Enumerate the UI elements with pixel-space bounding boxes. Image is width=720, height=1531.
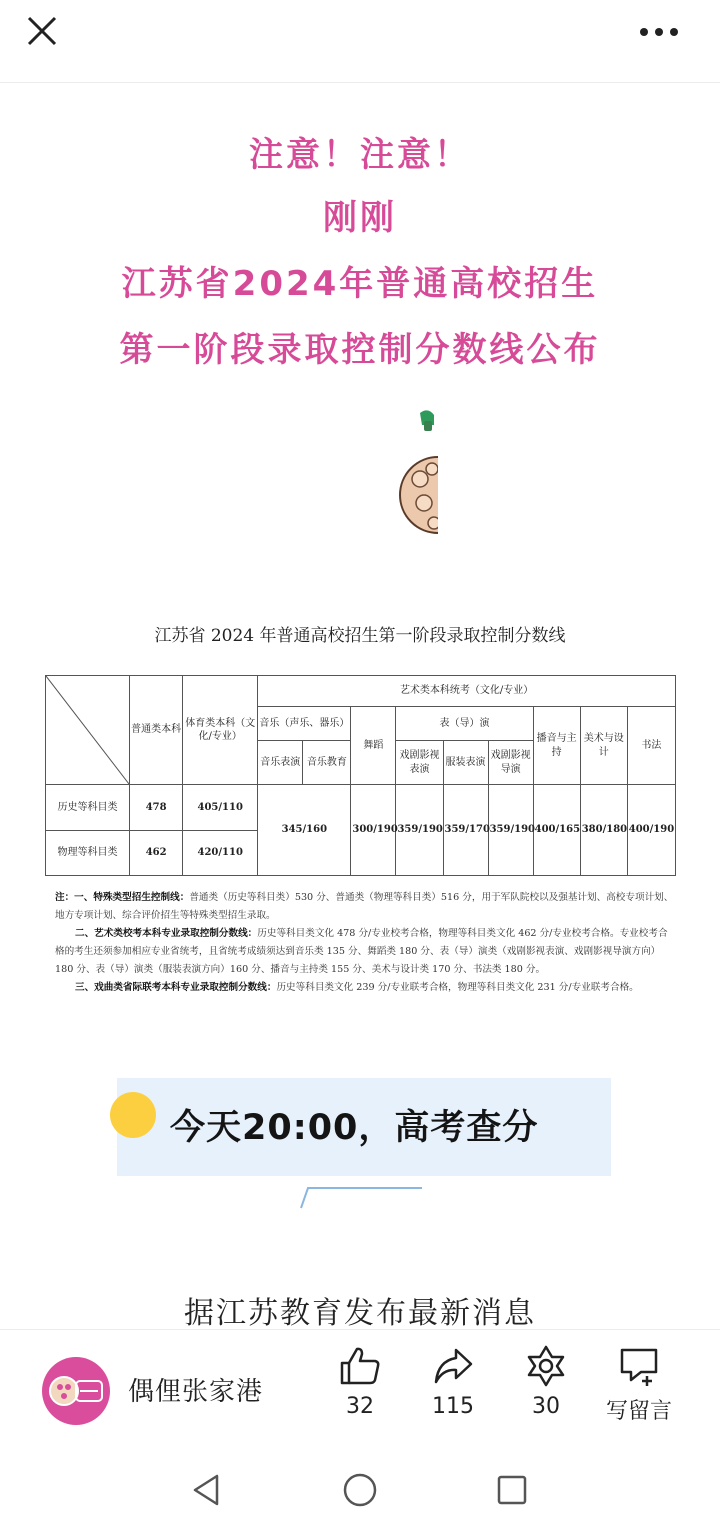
top-bar xyxy=(0,0,720,83)
cell-bozhu: 400/165 xyxy=(533,785,580,876)
note-3-title: 三、戏曲类省际联考本科专业录取控制分数线： xyxy=(75,982,277,993)
cell-yinyue: 345/160 xyxy=(258,785,351,876)
share-count: 115 xyxy=(432,1394,474,1419)
table-notes xyxy=(55,889,675,997)
author-avatar[interactable] xyxy=(42,1357,110,1425)
cell-fuzhuang: 359/170 xyxy=(443,785,488,876)
headline-line-3: 江苏省2024年普通高校招生 xyxy=(121,264,599,304)
header-biaodao: 表（导）演 xyxy=(396,707,533,741)
article-content[interactable] xyxy=(0,83,720,1328)
header-putong: 普通类本科 xyxy=(130,676,183,785)
share-button[interactable] xyxy=(408,1344,498,1434)
wow-count: 30 xyxy=(532,1394,560,1419)
table-title: 江苏省 2024 年普通高校招生第一阶段录取控制分数线 xyxy=(154,626,566,646)
mascot-image xyxy=(398,407,438,542)
headline-line-2: 刚刚 xyxy=(323,198,397,238)
close-icon xyxy=(24,13,60,49)
cell-shufa: 400/190 xyxy=(627,785,675,876)
headline-line-4: 第一阶段录取控制分数线公布 xyxy=(119,330,601,370)
note-3 xyxy=(55,979,675,997)
header-fuzhuang: 服装表演 xyxy=(443,741,488,785)
like-count: 32 xyxy=(346,1394,374,1419)
header-yinyue-jiaoyu: 音乐教育 xyxy=(303,741,351,785)
comment-button[interactable] xyxy=(594,1344,684,1434)
row-label-history: 历史等科目类 xyxy=(46,785,130,831)
close-button[interactable] xyxy=(24,13,60,49)
callout-dot xyxy=(110,1092,156,1138)
note-1-text: 普通类（历史等科目类）530 分、普通类（物理等科目类）516 分，用于军队院校以及强基计划、高校专项计划、地方专项计划、综合评价招生等特殊类型招生录取。 xyxy=(55,892,674,921)
note-2-title: 二、艺术类校考本科专业录取控制分数线： xyxy=(75,928,258,939)
home-button[interactable] xyxy=(340,1470,380,1510)
headline-line-1: 注意！注意！ xyxy=(249,135,471,175)
more-button[interactable] xyxy=(634,20,684,44)
note-2-text: 历史等科目类文化 478 分/专业校考合格，物理等科目类文化 462 分/专业校考合格。专业校考合格的考生还须参加相应专业省统考，且省统考成绩须达到音乐类 135 分、舞蹈类 180 分、表（导）演类（戏剧影视表演、戏剧影视导演方向）180 分、表（导）演类（服装表演方向）160 分、播音与主持类 155 分、美术与设计类 170 分、书法类 180 分。 xyxy=(55,928,668,975)
callout-underline xyxy=(300,1186,424,1210)
header-yinyue: 音乐（声乐、器乐） xyxy=(258,707,351,741)
header-bozhu: 播音与主持 xyxy=(533,707,580,785)
score-table xyxy=(45,675,676,876)
note-3-text: 历史等科目类文化 239 分/专业联考合格，物理等科目类文化 231 分/专业联考合格。 xyxy=(276,982,639,993)
system-nav-bar xyxy=(0,1440,720,1531)
header-daoyan: 戏剧影视导演 xyxy=(488,741,533,785)
cell-history-putong: 478 xyxy=(130,785,183,831)
cell-wudao: 300/190 xyxy=(351,785,396,876)
author-name[interactable]: 偶俚张家港 xyxy=(128,1377,264,1407)
wow-icon xyxy=(524,1344,568,1388)
cell-history-tiyu: 405/110 xyxy=(183,785,258,831)
more-icon xyxy=(634,20,684,44)
back-icon xyxy=(187,1470,227,1510)
row-label-physics: 物理等科目类 xyxy=(46,831,130,876)
table-corner-cell xyxy=(46,676,130,785)
note-1-title: 注：一、特殊类型招生控制线： xyxy=(55,892,190,903)
wow-button[interactable] xyxy=(501,1344,591,1434)
cell-meishu: 380/180 xyxy=(580,785,627,876)
comment-add-icon xyxy=(617,1344,661,1388)
note-1 xyxy=(55,889,675,925)
cell-physics-tiyu: 420/110 xyxy=(183,831,258,876)
share-icon xyxy=(431,1344,475,1388)
comment-label: 写留言 xyxy=(605,1399,672,1424)
header-shufa: 书法 xyxy=(627,707,675,785)
like-button[interactable] xyxy=(315,1344,405,1434)
back-button[interactable] xyxy=(187,1470,227,1510)
article-paragraph: 据江苏教育发布最新消息 xyxy=(184,1296,536,1328)
cell-daoyan: 359/190 xyxy=(488,785,533,876)
header-wudao: 舞蹈 xyxy=(351,707,396,785)
header-yishu: 艺术类本科统考（文化/专业） xyxy=(258,676,676,707)
header-xiju: 戏剧影视表演 xyxy=(396,741,443,785)
header-tiyu: 体育类本科（文化/专业） xyxy=(183,676,258,785)
cell-xiju: 359/190 xyxy=(396,785,443,876)
cell-physics-putong: 462 xyxy=(130,831,183,876)
header-yinyue-biaoyan: 音乐表演 xyxy=(258,741,303,785)
home-icon xyxy=(340,1470,380,1510)
bottom-bar xyxy=(0,1329,720,1440)
header-meishu: 美术与设计 xyxy=(580,707,627,785)
thumbs-up-icon xyxy=(338,1344,382,1388)
callout-text: 今天20:00，高考查分 xyxy=(170,1108,539,1148)
note-2 xyxy=(55,925,675,979)
recents-icon xyxy=(492,1470,532,1510)
recents-button[interactable] xyxy=(492,1470,532,1510)
